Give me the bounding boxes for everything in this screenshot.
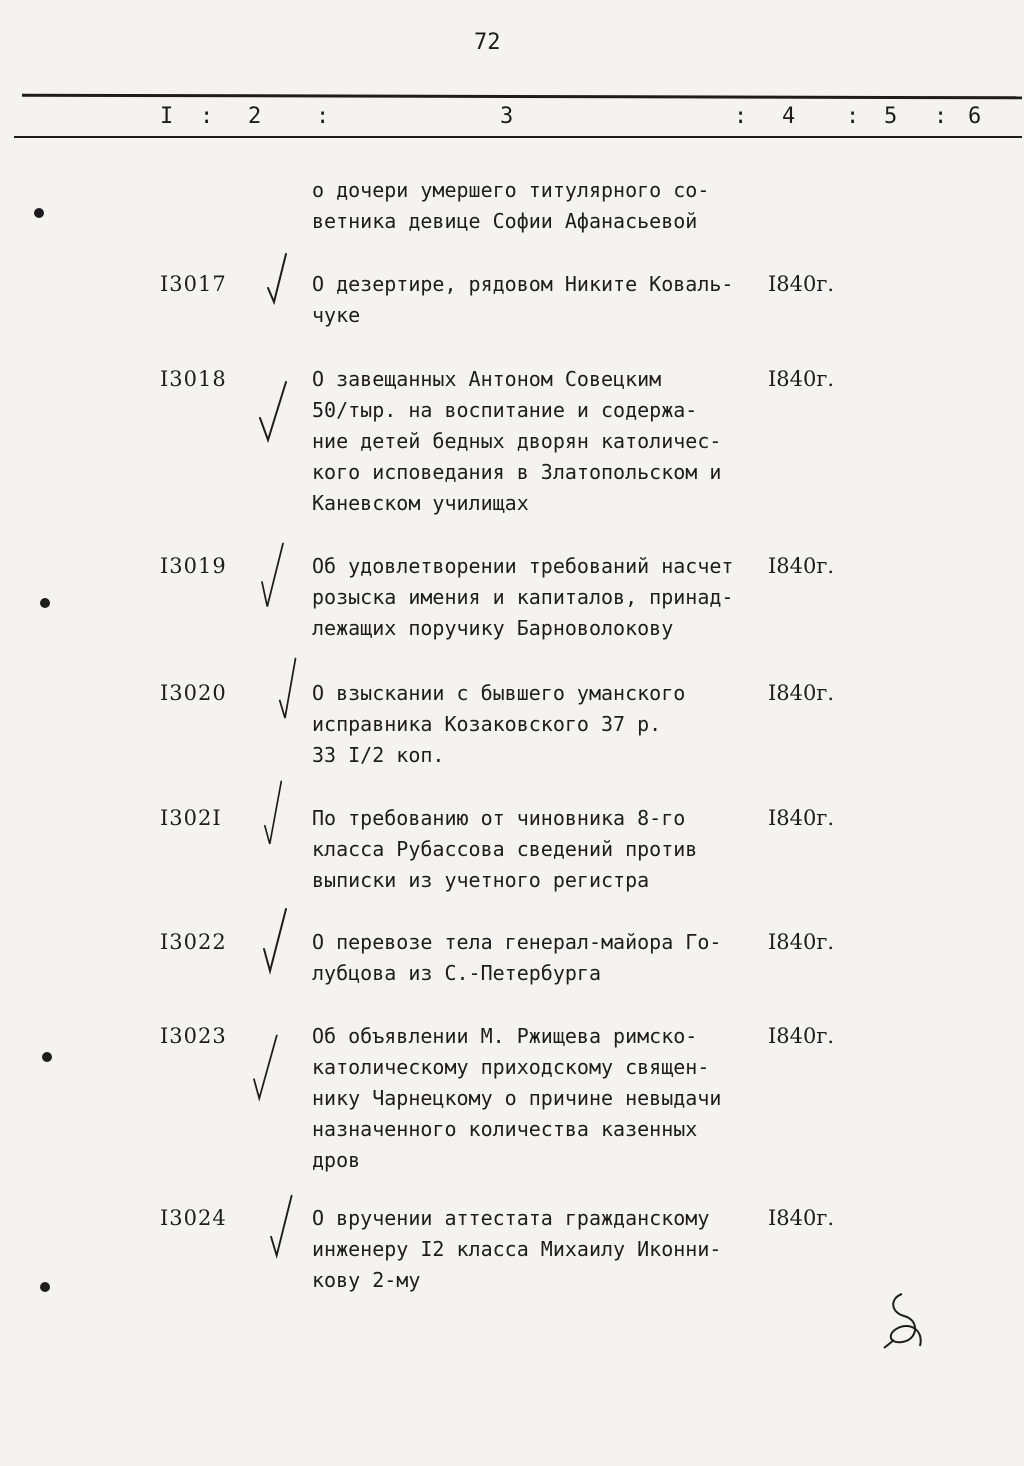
- header-bottom-rule: [14, 136, 1022, 138]
- entry-description: По требованию от чиновника 8-го класса Рубассова сведений против выписки из учетного регистра: [312, 806, 698, 892]
- column-separator: :: [200, 104, 214, 129]
- column-header-4: 4: [782, 104, 796, 129]
- entry-year: I840г.: [768, 1024, 835, 1048]
- column-separator: :: [316, 104, 330, 129]
- column-header-1: I: [160, 104, 174, 129]
- column-header-row: [0, 104, 1024, 132]
- entry-year: I840г.: [768, 681, 835, 705]
- punch-hole-mark: [40, 1282, 50, 1292]
- entry-description: О вручении аттестата гражданскому инженеру I2 класса Михаилу Иконни- кову 2-му: [312, 1206, 722, 1292]
- column-header-5: 5: [884, 104, 898, 129]
- entry-number: I302I: [160, 806, 222, 830]
- entry-number: I3017: [160, 272, 227, 296]
- entry-description: О взыскании с бывшего уманского исправника Козаковского 37 р. 33 I/2 коп.: [312, 681, 686, 767]
- entry-year: I840г.: [768, 554, 835, 578]
- page-number: 72: [474, 30, 501, 55]
- entry-number: I3019: [160, 554, 227, 578]
- checkmark-icon: [262, 250, 302, 320]
- entry-year: I840г.: [768, 1206, 835, 1230]
- column-separator: :: [934, 104, 948, 129]
- continuation-text: о дочери умершего титулярного со- ветника девице Софии Афанасьевой: [312, 178, 710, 233]
- checkmark-icon: [256, 378, 296, 448]
- entry-description: О перевозе тела генерал-майора Го- лубцова из С.-Петербурга: [312, 930, 722, 985]
- column-separator: :: [846, 104, 860, 129]
- entry-number: I3018: [160, 367, 227, 391]
- checkmark-icon: [258, 778, 298, 848]
- checkmark-icon: [260, 905, 300, 975]
- column-header-3: 3: [500, 104, 514, 129]
- column-separator: :: [734, 104, 748, 129]
- entry-description: Об объявлении М. Ржищева римско- католическому приходскому священ- нику Чарнецкому о причине невыдачи назначенного количества казенных дров: [312, 1024, 722, 1172]
- entry-description: О завещанных Антоном Совецким 50/тыр. на воспитание и содержа- ние детей бедных дворян католичес- кого исповедания в Златопольском и Каневском училищах: [312, 367, 722, 515]
- checkmark-icon: [266, 1192, 306, 1262]
- entry-number: I3020: [160, 681, 227, 705]
- column-header-2: 2: [248, 104, 262, 129]
- punch-hole-mark: [40, 598, 50, 608]
- entry-year: I840г.: [768, 272, 835, 296]
- column-header-6: 6: [968, 104, 982, 129]
- entry-year: I840г.: [768, 367, 835, 391]
- header-top-rule: [22, 94, 1022, 100]
- checkmark-icon: [248, 1032, 288, 1102]
- entry-number: I3022: [160, 930, 227, 954]
- punch-hole-mark: [42, 1052, 52, 1062]
- checkmark-icon: [256, 540, 296, 610]
- entry-year: I840г.: [768, 930, 835, 954]
- checkmark-icon: [272, 655, 312, 725]
- entry-description: Об удовлетворении требований насчет розыска имения и капиталов, принад- лежащих поручику Барноволокову: [312, 554, 734, 640]
- entry-number: I3023: [160, 1024, 227, 1048]
- punch-hole-mark: [34, 208, 44, 218]
- entry-year: I840г.: [768, 806, 835, 830]
- entry-description: О дезертире, рядовом Никите Коваль- чуке: [312, 272, 734, 327]
- signature-mark: [880, 1290, 930, 1350]
- entry-number: I3024: [160, 1206, 227, 1230]
